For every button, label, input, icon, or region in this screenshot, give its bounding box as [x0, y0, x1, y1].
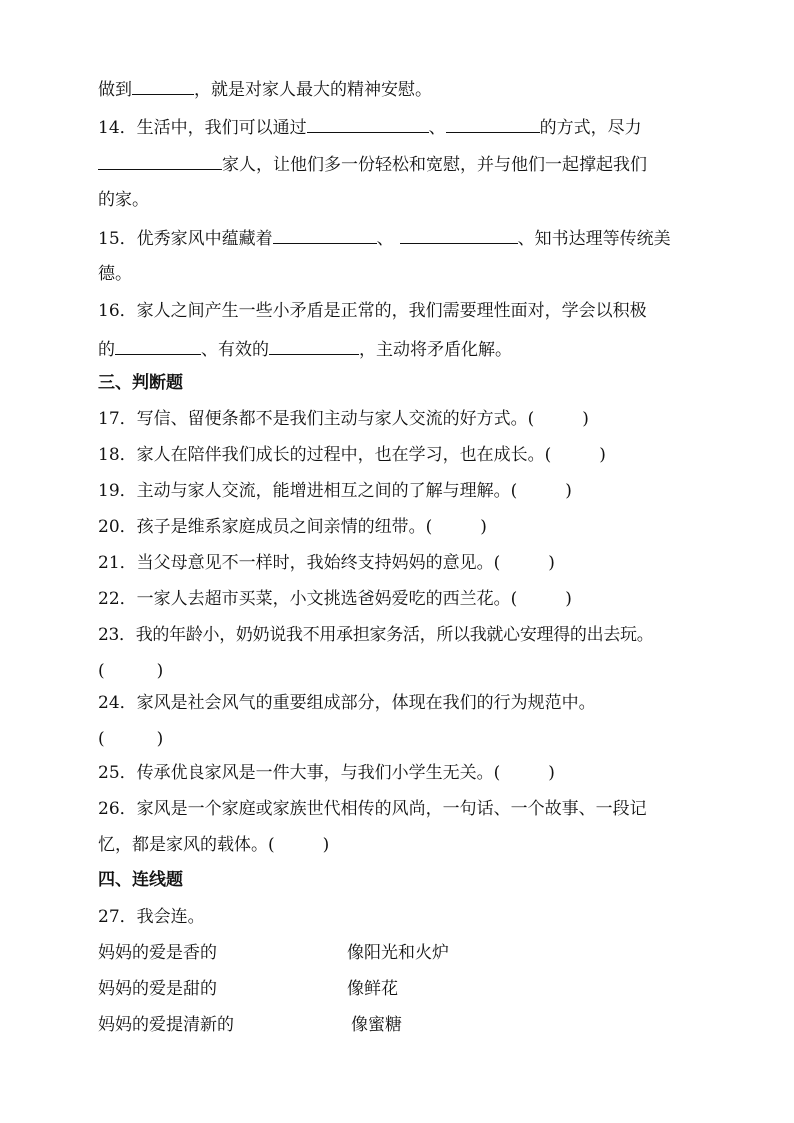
- q24-line-2: [98, 727, 163, 751]
- q18-number: 18．: [98, 445, 137, 465]
- match-right-item[interactable]: 像阳光和火炉: [347, 943, 449, 963]
- q19-paren-open: (: [510, 481, 518, 501]
- q26-text-a: 家风是一个家庭或家族世代相传的风尚，一句话、一个故事、一段记: [136, 799, 647, 819]
- q14-blank-3[interactable]: [98, 151, 222, 170]
- q20-paren-open: (: [425, 517, 433, 537]
- q25-text: 传承优良家风是一件大事，与我们小学生无关。: [136, 763, 494, 783]
- match-right-item[interactable]: 像鲜花: [347, 979, 398, 999]
- q14-blank-1[interactable]: [307, 114, 429, 133]
- section-3-heading: 三、判断题: [98, 373, 183, 393]
- q24-text: 家风是社会风气的重要组成部分，体现在我们的行为规范中。: [136, 693, 596, 713]
- q21-paren-close: ): [548, 553, 555, 573]
- q15-number: 15．: [98, 229, 137, 249]
- q17-text: 写信、留便条都不是我们主动与家人交流的好方式。: [136, 409, 528, 429]
- q25-line: [98, 761, 555, 785]
- q19-text: 主动与家人交流，能增进相互之间的了解与理解。: [136, 481, 511, 501]
- q17-paren-close: ): [582, 409, 589, 429]
- q16-line-1: [98, 299, 647, 323]
- q24-number: 24．: [98, 693, 137, 713]
- q23-number: 23．: [98, 625, 136, 645]
- q25-number: 25．: [98, 763, 137, 783]
- q19-paren-close: ): [565, 481, 572, 501]
- q19-line: [98, 479, 572, 503]
- q15-blank-2[interactable]: [400, 225, 518, 244]
- q14-sep: 、: [428, 118, 446, 138]
- q22-line: [98, 587, 572, 611]
- q22-text: 一家人去超市买菜，小文挑选爸妈爱吃的西兰花。: [136, 589, 511, 609]
- q16-line-2: [98, 336, 512, 362]
- match-left-item[interactable]: 妈妈的爱是甜的: [98, 979, 217, 999]
- q16-number: 16．: [98, 301, 137, 321]
- q26-text-b: 忆，都是家风的载体。: [98, 835, 268, 855]
- q16-text-b: 的: [98, 340, 115, 360]
- q21-text: 当父母意见不一样时，我始终支持妈妈的意见。: [136, 553, 494, 573]
- q15-text-b: 、知书达理等传统美: [517, 229, 671, 249]
- q13-line: [98, 76, 432, 102]
- q16-blank-1[interactable]: [115, 336, 201, 355]
- q17-line: [98, 407, 589, 431]
- q22-paren-open: (: [510, 589, 518, 609]
- q25-paren-close: ): [548, 763, 555, 783]
- q26-paren-open: (: [268, 835, 275, 855]
- q26-number: 26．: [98, 799, 137, 819]
- q18-paren-close: ): [599, 445, 606, 465]
- q14-blank-2[interactable]: [446, 114, 540, 133]
- q21-number: 21．: [98, 553, 137, 573]
- q27-number: 27．: [98, 907, 137, 927]
- q26-line-2: [98, 833, 329, 857]
- q13-before: 做到: [98, 80, 132, 100]
- q14-line-1: [98, 114, 642, 140]
- q20-text: 孩子是维系家庭成员之间亲情的纽带。: [136, 517, 426, 537]
- q22-number: 22．: [98, 589, 137, 609]
- q15-line-2: [98, 262, 132, 286]
- q23-paren-close: ): [156, 661, 164, 681]
- section-4-heading: 四、连线题: [98, 870, 183, 890]
- q24-paren-close: ): [156, 729, 164, 749]
- q18-text: 家人在陪伴我们成长的过程中，也在学习，也在成长。: [136, 445, 545, 465]
- q27-text: 我会连。: [136, 907, 205, 927]
- q24-line-1: [98, 691, 596, 715]
- q26-paren-close: ): [322, 835, 330, 855]
- q25-paren-open: (: [493, 763, 501, 783]
- q13-after: ，就是对家人最大的精神安慰。: [194, 80, 432, 100]
- q21-line: [98, 551, 555, 575]
- q14-number: 14．: [98, 118, 137, 138]
- q15-text-a: 优秀家风中蕴藏着: [136, 229, 273, 249]
- q23-line-1: [98, 623, 653, 647]
- q23-line-2: [98, 659, 163, 683]
- q14-text-d: 的家。: [98, 190, 149, 210]
- q19-number: 19．: [98, 481, 137, 501]
- q16-text-a: 家人之间产生一些小矛盾是正常的，我们需要理性面对，学会以积极: [136, 301, 647, 321]
- q14-line-3: [98, 188, 149, 212]
- q24-paren-open: (: [98, 729, 105, 749]
- q16-blank-2[interactable]: [269, 336, 359, 355]
- q23-text: 我的年龄小，奶奶说我不用承担家务活，所以我就心安理得的出去玩。: [135, 625, 654, 645]
- q23-paren-open: (: [98, 661, 105, 681]
- q14-line-2: [98, 151, 647, 177]
- q15-blank-1[interactable]: [273, 225, 377, 244]
- q14-text-c: 家人，让他们多一份轻松和宽慰，并与他们一起撑起我们: [222, 155, 647, 175]
- q20-line: [98, 515, 487, 539]
- q18-line: [98, 443, 606, 467]
- q22-paren-close: ): [565, 589, 572, 609]
- q13-blank[interactable]: [132, 76, 194, 95]
- q15-sep: 、: [376, 229, 394, 249]
- q26-line-1: [98, 797, 647, 821]
- q15-line-1: [98, 225, 671, 251]
- q20-number: 20．: [98, 517, 137, 537]
- q27-line: [98, 905, 205, 929]
- q14-text-a: 生活中，我们可以通过: [136, 118, 307, 138]
- match-left-item[interactable]: 妈妈的爱提清新的: [98, 1015, 234, 1035]
- q20-paren-close: ): [480, 517, 487, 537]
- q21-paren-open: (: [493, 553, 501, 573]
- match-right-item[interactable]: 像蜜糖: [351, 1015, 402, 1035]
- q14-text-b: 的方式，尽力: [539, 118, 642, 138]
- match-left-item[interactable]: 妈妈的爱是香的: [98, 943, 217, 963]
- q17-number: 17．: [98, 409, 137, 429]
- q16-text-d: ，主动将矛盾化解。: [359, 340, 512, 360]
- q18-paren-open: (: [544, 445, 552, 465]
- q15-text-c: 德。: [98, 264, 132, 284]
- q16-text-c: 、有效的: [201, 340, 269, 360]
- q17-paren-open: (: [527, 409, 535, 429]
